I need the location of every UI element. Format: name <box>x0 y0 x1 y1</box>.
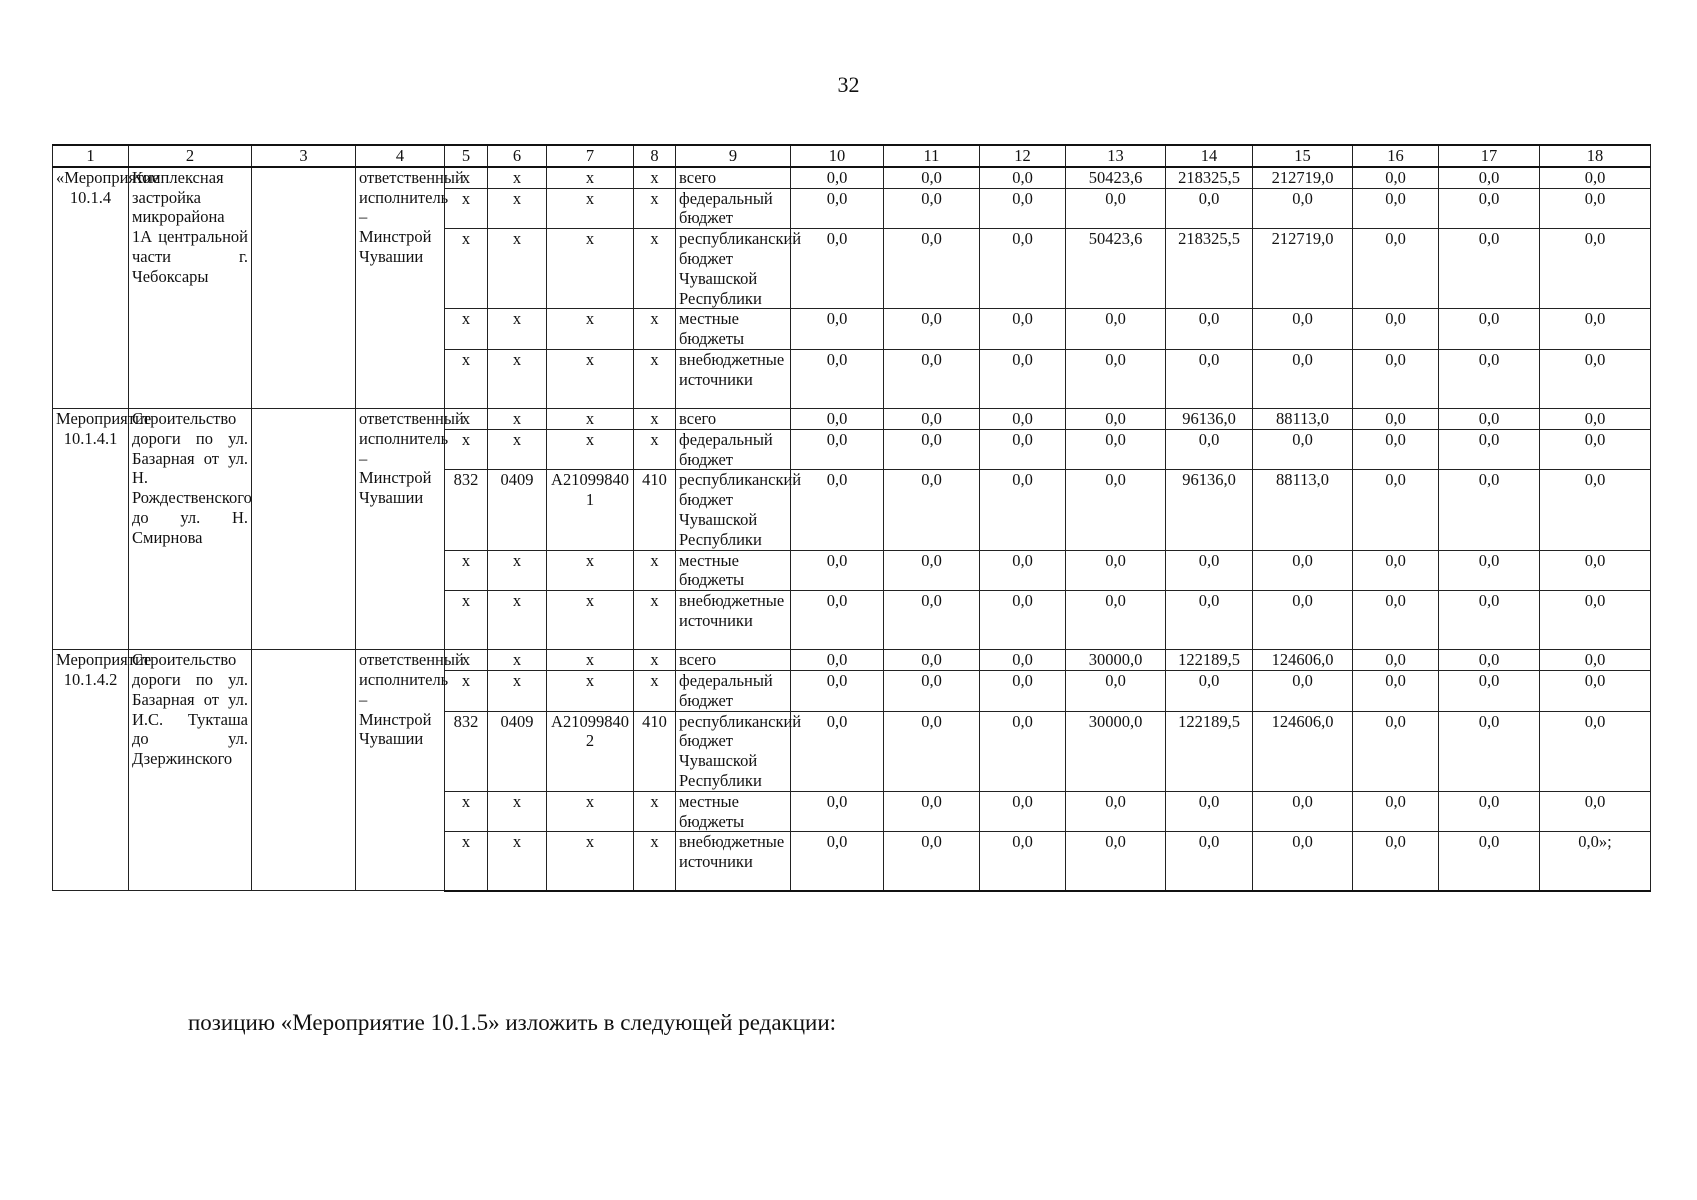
amount-cell: 0,0 <box>791 167 884 188</box>
amount-cell: 0,0 <box>1066 429 1166 470</box>
amount-cell: 0,0 <box>791 309 884 350</box>
amount-cell: 212719,0 <box>1253 229 1353 309</box>
amount-cell: 0,0 <box>1540 670 1651 711</box>
amount-cell: 0,0 <box>980 188 1066 229</box>
amount-cell: 0,0 <box>791 791 884 832</box>
budget-code-cell: x <box>634 309 676 350</box>
budget-code-cell: x <box>488 408 547 429</box>
amount-cell: 0,0 <box>1066 188 1166 229</box>
column-header: 13 <box>1066 145 1166 167</box>
budget-code-cell: x <box>634 349 676 408</box>
amount-cell: 0,0 <box>1353 711 1439 791</box>
amount-cell: 0,0 <box>791 550 884 591</box>
amount-cell: 0,0 <box>980 650 1066 671</box>
amount-cell: 30000,0 <box>1066 711 1166 791</box>
budget-code-cell: A210998401 <box>547 470 634 550</box>
table-header-row <box>53 145 1651 167</box>
narrative-text: позицию «Мероприятие 10.1.5» изложить в следующей редакции: <box>188 1010 837 1035</box>
budget-code-cell: x <box>547 408 634 429</box>
budget-code-cell: x <box>445 591 488 650</box>
amount-cell: 0,0 <box>1166 591 1253 650</box>
budget-code-cell: x <box>445 309 488 350</box>
budget-code-cell: 410 <box>634 711 676 791</box>
amount-cell: 0,0 <box>884 309 980 350</box>
budget-code-cell: x <box>488 591 547 650</box>
amount-cell: 124606,0 <box>1253 650 1353 671</box>
budget-code-cell: x <box>547 791 634 832</box>
budget-code-cell: x <box>488 791 547 832</box>
amount-cell: 0,0 <box>1540 791 1651 832</box>
budget-code-cell: x <box>547 349 634 408</box>
amount-cell: 122189,5 <box>1166 650 1253 671</box>
amount-cell: 0,0 <box>1253 429 1353 470</box>
budget-code-cell: x <box>488 670 547 711</box>
amount-cell: 0,0 <box>980 408 1066 429</box>
amount-cell: 0,0 <box>791 650 884 671</box>
subprogram-cell <box>252 650 356 891</box>
amount-cell: 0,0 <box>1439 349 1540 408</box>
budget-code-cell: 832 <box>445 470 488 550</box>
budget-code-cell: x <box>634 791 676 832</box>
amount-cell: 88113,0 <box>1253 470 1353 550</box>
column-header: 9 <box>676 145 791 167</box>
budget-code-cell: x <box>547 550 634 591</box>
budget-code-cell: x <box>488 167 547 188</box>
amount-cell: 0,0 <box>1353 670 1439 711</box>
amount-cell: 0,0 <box>1439 470 1540 550</box>
amount-cell: 0,0 <box>1066 349 1166 408</box>
amount-cell: 0,0 <box>980 832 1066 891</box>
amount-cell: 0,0 <box>884 670 980 711</box>
column-header: 17 <box>1439 145 1540 167</box>
budget-code-cell: x <box>634 832 676 891</box>
amount-cell: 0,0 <box>980 429 1066 470</box>
amount-cell: 0,0 <box>1166 429 1253 470</box>
column-header: 10 <box>791 145 884 167</box>
amount-cell: 0,0 <box>884 832 980 891</box>
amount-cell: 0,0 <box>1353 167 1439 188</box>
amount-cell: 0,0 <box>1066 670 1166 711</box>
column-header: 5 <box>445 145 488 167</box>
amount-cell: 0,0 <box>884 550 980 591</box>
amount-cell: 0,0 <box>980 167 1066 188</box>
funding-source-cell: внебюджетные источники <box>676 832 791 891</box>
budget-code-cell: x <box>445 550 488 591</box>
amount-cell: 122189,5 <box>1166 711 1253 791</box>
amount-cell: 0,0 <box>980 309 1066 350</box>
column-header: 14 <box>1166 145 1253 167</box>
amount-cell: 0,0 <box>884 791 980 832</box>
amount-cell: 0,0 <box>791 408 884 429</box>
amount-cell: 0,0 <box>1066 832 1166 891</box>
budget-code-cell: x <box>445 349 488 408</box>
amount-cell: 0,0 <box>884 349 980 408</box>
budget-code-cell: x <box>445 832 488 891</box>
funding-source-cell: республиканский бюджет Чувашской Республики <box>676 711 791 791</box>
funding-source-cell: всего <box>676 167 791 188</box>
amount-cell: 0,0 <box>1439 167 1540 188</box>
amount-cell: 0,0 <box>980 229 1066 309</box>
budget-code-cell: x <box>634 188 676 229</box>
budget-code-cell: x <box>634 429 676 470</box>
amount-cell: 0,0 <box>884 167 980 188</box>
amount-cell: 0,0 <box>1066 309 1166 350</box>
amount-cell: 0,0 <box>791 670 884 711</box>
budget-code-cell: x <box>547 832 634 891</box>
amount-cell: 0,0 <box>980 670 1066 711</box>
funding-source-cell: внебюджетные источники <box>676 349 791 408</box>
column-header: 8 <box>634 145 676 167</box>
amount-cell: 0,0 <box>1439 791 1540 832</box>
amount-cell: 0,0 <box>1353 309 1439 350</box>
amount-cell: 0,0 <box>1353 470 1439 550</box>
funding-source-cell: местные бюджеты <box>676 791 791 832</box>
amount-cell: 0,0 <box>1166 188 1253 229</box>
amount-cell: 0,0 <box>980 591 1066 650</box>
amount-cell: 0,0 <box>791 349 884 408</box>
amount-cell: 0,0 <box>1540 167 1651 188</box>
budget-code-cell: x <box>488 550 547 591</box>
event-name-cell: Строительство дороги по ул. Базарная от ул. И.С. Тукташа до ул. Дзержинского <box>129 650 252 891</box>
amount-cell: 50423,6 <box>1066 229 1166 309</box>
responsible-executor-cell: ответственный исполнитель – Минстрой Чувашии <box>356 167 445 409</box>
budget-code-cell: x <box>547 188 634 229</box>
amount-cell: 0,0 <box>1439 650 1540 671</box>
amount-cell: 0,0 <box>1540 650 1651 671</box>
budget-code-cell: x <box>547 229 634 309</box>
responsible-executor-cell: ответственный исполнитель – Минстрой Чувашии <box>356 650 445 891</box>
budget-code-cell: x <box>445 429 488 470</box>
amount-cell: 0,0 <box>1540 309 1651 350</box>
budget-code-cell: x <box>445 670 488 711</box>
amount-cell: 212719,0 <box>1253 167 1353 188</box>
amount-cell: 0,0 <box>1066 470 1166 550</box>
amount-cell: 0,0 <box>1353 229 1439 309</box>
amount-cell: 0,0 <box>1353 791 1439 832</box>
budget-code-cell: x <box>634 167 676 188</box>
amount-cell: 0,0 <box>1253 670 1353 711</box>
column-header: 12 <box>980 145 1066 167</box>
budget-code-cell: x <box>488 309 547 350</box>
funding-source-cell: местные бюджеты <box>676 309 791 350</box>
amount-cell: 0,0 <box>884 229 980 309</box>
amount-cell: 124606,0 <box>1253 711 1353 791</box>
amount-cell: 0,0 <box>1253 349 1353 408</box>
amount-cell: 0,0 <box>1166 670 1253 711</box>
budget-code-cell: x <box>488 188 547 229</box>
responsible-executor-cell: ответственный исполнитель – Минстрой Чувашии <box>356 408 445 649</box>
amount-cell: 0,0 <box>791 229 884 309</box>
column-header: 1 <box>53 145 129 167</box>
budget-code-cell: x <box>445 791 488 832</box>
subprogram-cell <box>252 167 356 409</box>
amount-cell: 0,0 <box>1540 349 1651 408</box>
amount-cell: 0,0»; <box>1540 832 1651 891</box>
amount-cell: 0,0 <box>1540 188 1651 229</box>
budget-code-cell: x <box>634 670 676 711</box>
budget-code-cell: x <box>488 229 547 309</box>
amount-cell: 0,0 <box>980 349 1066 408</box>
amount-cell: 0,0 <box>1439 832 1540 891</box>
funding-source-cell: всего <box>676 650 791 671</box>
event-number-cell: Мероприятие 10.1.4.2 <box>53 650 129 891</box>
budget-code-cell: A210998402 <box>547 711 634 791</box>
amount-cell: 0,0 <box>884 470 980 550</box>
amount-cell: 0,0 <box>980 470 1066 550</box>
budget-table <box>52 144 1651 892</box>
amount-cell: 0,0 <box>1439 188 1540 229</box>
budget-code-cell: x <box>445 188 488 229</box>
budget-code-cell: 0409 <box>488 470 547 550</box>
amount-cell: 0,0 <box>1253 309 1353 350</box>
amount-cell: 0,0 <box>1439 429 1540 470</box>
column-header: 4 <box>356 145 445 167</box>
amount-cell: 0,0 <box>1166 832 1253 891</box>
budget-code-cell: x <box>488 832 547 891</box>
amount-cell: 0,0 <box>884 429 980 470</box>
amount-cell: 0,0 <box>1166 309 1253 350</box>
amount-cell: 0,0 <box>884 711 980 791</box>
event-number-cell: Мероприятие 10.1.4.1 <box>53 408 129 649</box>
amount-cell: 0,0 <box>791 429 884 470</box>
amount-cell: 0,0 <box>1540 229 1651 309</box>
amount-cell: 0,0 <box>1439 591 1540 650</box>
column-header: 11 <box>884 145 980 167</box>
budget-code-cell: 832 <box>445 711 488 791</box>
amount-cell: 0,0 <box>1066 791 1166 832</box>
amount-cell: 218325,5 <box>1166 229 1253 309</box>
budget-code-cell: x <box>445 167 488 188</box>
amount-cell: 0,0 <box>1353 832 1439 891</box>
budget-code-cell: x <box>488 650 547 671</box>
amount-cell: 0,0 <box>1540 591 1651 650</box>
budget-code-cell: 0409 <box>488 711 547 791</box>
budget-code-cell: 410 <box>634 470 676 550</box>
amount-cell: 0,0 <box>1166 791 1253 832</box>
amount-cell: 88113,0 <box>1253 408 1353 429</box>
budget-code-cell: x <box>547 670 634 711</box>
budget-code-cell: x <box>547 167 634 188</box>
amount-cell: 0,0 <box>1353 591 1439 650</box>
funding-source-cell: местные бюджеты <box>676 550 791 591</box>
amount-cell: 0,0 <box>1439 670 1540 711</box>
amount-cell: 0,0 <box>980 550 1066 591</box>
amount-cell: 0,0 <box>791 188 884 229</box>
amount-cell: 0,0 <box>1353 408 1439 429</box>
budget-code-cell: x <box>445 408 488 429</box>
column-header: 15 <box>1253 145 1353 167</box>
column-header: 7 <box>547 145 634 167</box>
budget-code-cell: x <box>547 650 634 671</box>
subprogram-cell <box>252 408 356 649</box>
amount-cell: 0,0 <box>1253 591 1353 650</box>
amount-cell: 0,0 <box>1066 550 1166 591</box>
amount-cell: 96136,0 <box>1166 408 1253 429</box>
amount-cell: 0,0 <box>1439 550 1540 591</box>
event-number-cell: «Мероприятие 10.1.4 <box>53 167 129 409</box>
amount-cell: 0,0 <box>1353 188 1439 229</box>
amount-cell: 0,0 <box>1353 349 1439 408</box>
amount-cell: 0,0 <box>884 591 980 650</box>
amount-cell: 0,0 <box>791 470 884 550</box>
amount-cell: 0,0 <box>1439 309 1540 350</box>
amount-cell: 0,0 <box>1540 550 1651 591</box>
column-header: 18 <box>1540 145 1651 167</box>
amount-cell: 0,0 <box>1166 349 1253 408</box>
column-header: 3 <box>252 145 356 167</box>
budget-code-cell: x <box>488 349 547 408</box>
amount-cell: 0,0 <box>884 650 980 671</box>
table-row <box>53 408 1651 429</box>
amount-cell: 0,0 <box>791 832 884 891</box>
amount-cell: 0,0 <box>1166 550 1253 591</box>
budget-code-cell: x <box>634 650 676 671</box>
funding-source-cell: внебюджетные источники <box>676 591 791 650</box>
event-name-cell: Комплексная застройка микрорайона 1А центральной части г. Чебоксары <box>129 167 252 409</box>
budget-code-cell: x <box>488 429 547 470</box>
budget-code-cell: x <box>634 408 676 429</box>
column-header: 6 <box>488 145 547 167</box>
amount-cell: 0,0 <box>1540 711 1651 791</box>
funding-source-cell: республиканский бюджет Чувашской Республики <box>676 470 791 550</box>
amount-cell: 0,0 <box>1353 650 1439 671</box>
amount-cell: 0,0 <box>791 591 884 650</box>
budget-code-cell: x <box>634 229 676 309</box>
amount-cell: 218325,5 <box>1166 167 1253 188</box>
amount-cell: 50423,6 <box>1066 167 1166 188</box>
event-name-cell: Строительство дороги по ул. Базарная от ул. Н. Рождественского до ул. Н. Смирнова <box>129 408 252 649</box>
amount-cell: 0,0 <box>1540 429 1651 470</box>
funding-source-cell: федеральный бюджет <box>676 188 791 229</box>
amount-cell: 0,0 <box>884 188 980 229</box>
budget-code-cell: x <box>547 591 634 650</box>
amount-cell: 0,0 <box>1353 550 1439 591</box>
funding-source-cell: федеральный бюджет <box>676 670 791 711</box>
amount-cell: 0,0 <box>1353 429 1439 470</box>
budget-code-cell: x <box>445 650 488 671</box>
amount-cell: 0,0 <box>1253 791 1353 832</box>
amount-cell: 0,0 <box>1066 591 1166 650</box>
amount-cell: 0,0 <box>1066 408 1166 429</box>
amount-cell: 30000,0 <box>1066 650 1166 671</box>
column-header: 2 <box>129 145 252 167</box>
funding-source-cell: республиканский бюджет Чувашской Республики <box>676 229 791 309</box>
amount-cell: 0,0 <box>1253 550 1353 591</box>
amount-cell: 0,0 <box>980 791 1066 832</box>
budget-code-cell: x <box>445 229 488 309</box>
column-header: 16 <box>1353 145 1439 167</box>
budget-code-cell: x <box>547 309 634 350</box>
page-number: 32 <box>837 72 860 97</box>
funding-source-cell: всего <box>676 408 791 429</box>
table-row <box>53 650 1651 671</box>
amount-cell: 0,0 <box>884 408 980 429</box>
table-row <box>53 167 1651 188</box>
amount-cell: 0,0 <box>1540 470 1651 550</box>
budget-code-cell: x <box>547 429 634 470</box>
budget-code-cell: x <box>634 591 676 650</box>
amount-cell: 0,0 <box>1439 408 1540 429</box>
amount-cell: 0,0 <box>1439 711 1540 791</box>
funding-source-cell: федеральный бюджет <box>676 429 791 470</box>
amount-cell: 0,0 <box>1540 408 1651 429</box>
amount-cell: 0,0 <box>980 711 1066 791</box>
budget-code-cell: x <box>634 550 676 591</box>
amount-cell: 0,0 <box>791 711 884 791</box>
amount-cell: 0,0 <box>1253 188 1353 229</box>
amount-cell: 96136,0 <box>1166 470 1253 550</box>
amount-cell: 0,0 <box>1253 832 1353 891</box>
amount-cell: 0,0 <box>1439 229 1540 309</box>
